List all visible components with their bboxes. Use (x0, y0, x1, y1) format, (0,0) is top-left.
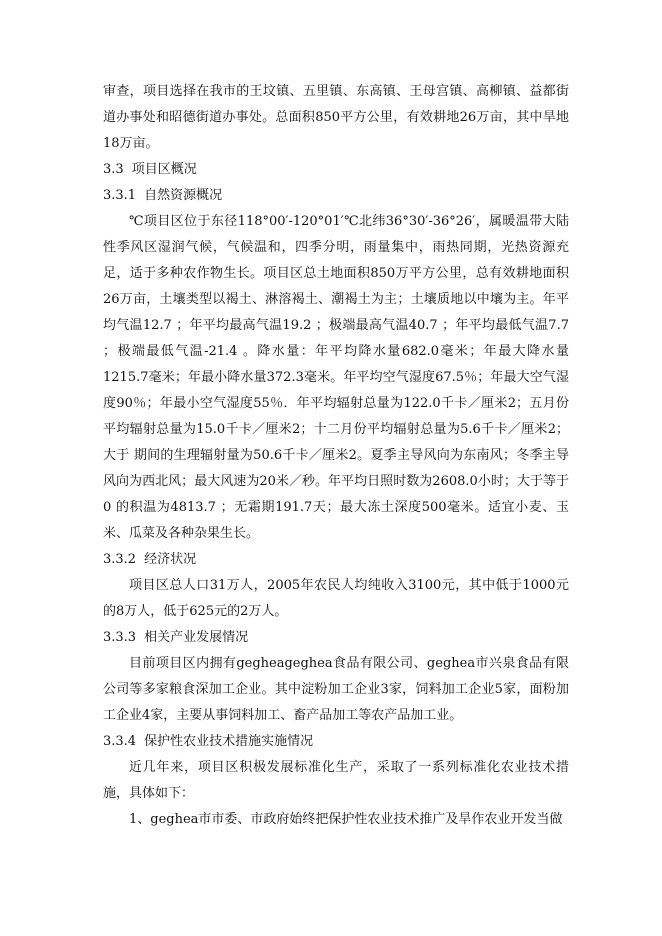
section-heading-3-3-3 (103, 625, 569, 651)
section-title: 保护性农业技术措施实施情况 (144, 734, 314, 749)
section-number: 3.3 (103, 162, 124, 177)
section-heading-3-3-4 (103, 729, 569, 755)
section-number: 3.3.4 (103, 734, 137, 749)
section-title: 项目区概况 (131, 162, 197, 177)
economy-paragraph: 项目区总人口31万人，2005年农民人均纯收入3100元，其中低于1000元的8万人，低于625元的2万人。 (103, 578, 569, 619)
section-heading-3-3-2 (103, 547, 569, 573)
technical-measures-paragraph: 近几年来，项目区积极发展标准化生产，采取了一系列标准化农业技术措施，具体如下： (103, 760, 569, 801)
natural-resources-paragraph: ℃项目区位于东径118°00′-120°01′℃北纬36°30′-36°26′，属暖温带大陆性季风区湿润气候，气候温和，四季分明，雨量集中，雨热同期，光热资源充足，适于多种农作物生长。项目区总土地面积850万平方公里，总有效耕地面积 26万亩，土壤类型以褐土、淋溶褐土、潮褐土为主；土壤质地以中壤为主。年平均气温12.7 ；年平均最高气温19.2 ；极端最高气温40.7 ；年平均最低气温7.7 ；极端最低气温-21.4 。降水量：年平均降水量682.0毫米；年最大降水量1215.7毫米；年最小降水量372.3毫米。年平均空气湿度67.5％；年最大空气湿度90％；年最小空气湿度55％．年平均辐射总量为122.0千卡／厘米2；五月份平均辐射总量为15.0千卡／厘米2；十二月份平均辐射总量为5.6千卡／厘米2；大于 期间的生理辐射量为50.6千卡／厘米2。夏季主导风向为东南风；冬季主导风向为西北风；最大风速为20米／秒。年平均日照时数为2608.0小时；大于等于0 的积温为4813.7 ；无霜期191.7天；最大冻土深度500毫米。适宜小麦、玉米、瓜菜及各种杂果生长。 (103, 214, 569, 541)
list-item-1: 1、geghea市市委、市政府始终把保护性农业技术推广及旱作农业开发当做 (129, 812, 563, 827)
section-heading-3-3 (103, 157, 569, 183)
section-number: 3.3.3 (103, 630, 137, 645)
section-title: 经济状况 (144, 552, 197, 567)
section-title: 自然资源概况 (144, 188, 223, 203)
intro-paragraph: 审查，项目选择在我市的王坟镇、五里镇、东高镇、王母宫镇、高柳镇、益都街道办事处和昭德街道办事处。总面积850平方公里，有效耕地26万亩，其中旱地18万亩。 (103, 84, 569, 151)
section-heading-3-3-1 (103, 183, 569, 209)
section-number: 3.3.1 (103, 188, 137, 203)
section-number: 3.3.2 (103, 552, 137, 567)
document-content (103, 79, 569, 833)
industry-paragraph: 目前项目区内拥有gegheageghea食品有限公司、geghea市兴泉食品有限公司等多家粮食深加工企业。其中淀粉加工企业3家，饲料加工企业5家，面粉加工企业4家，主要从事饲料加工、畜产品加工等农产品加工业。 (103, 656, 569, 723)
section-title: 相关产业发展情况 (144, 630, 249, 645)
